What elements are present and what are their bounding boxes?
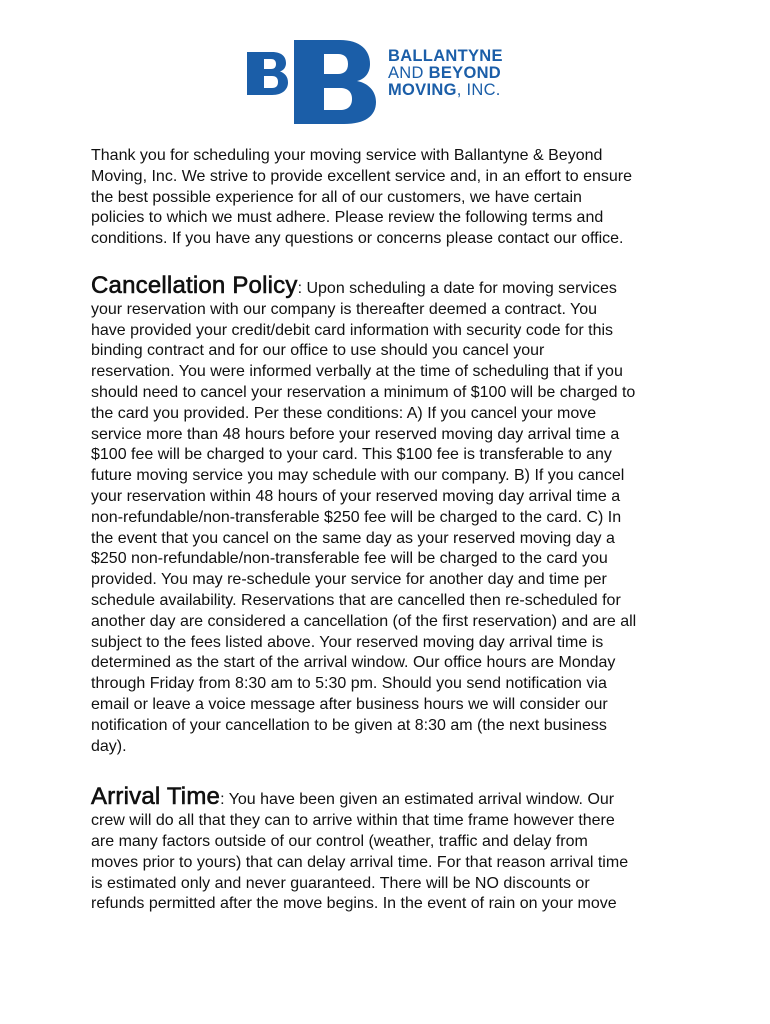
- logo-moving: MOVING: [388, 81, 457, 99]
- text-line: schedule availability. Reservations that are cancelled then re-scheduled for: [91, 591, 621, 609]
- text-line: determined as the start of the arrival window. Our office hours are Monday: [91, 654, 616, 672]
- text-line: $250 non-refundable/non-transferable fee will be charged to the card you: [91, 550, 608, 568]
- text-line: notification of your cancellation to be given at 8:30 am (the next business: [91, 716, 607, 734]
- arrival-first-line: : You have been given an estimated arrival window. Our: [220, 791, 615, 809]
- company-logo: [244, 38, 544, 124]
- text-line: your reservation with our company is thereafter deemed a contract. You: [91, 300, 598, 318]
- intro-paragraph: [91, 146, 691, 250]
- arrival-time-text: [91, 811, 691, 915]
- text-line: binding contract and for our office to use should you cancel your: [91, 342, 545, 360]
- text-line: your reservation within 48 hours of your reserved moving day arrival time a: [91, 487, 621, 505]
- cancellation-first-line: : Upon scheduling a date for moving services: [297, 279, 617, 297]
- cancellation-policy-heading: Cancellation Policy: [91, 271, 298, 299]
- text-line: have provided your credit/debit card information with security code for this: [91, 321, 614, 339]
- text-line: the card you provided. Per these conditions: A) If you cancel your move: [91, 404, 597, 422]
- text-line: future moving service you may schedule with our company. B) If you cancel: [91, 467, 625, 485]
- text-line: the event that you cancel on the same day as your reserved moving day a: [91, 529, 615, 547]
- bb-monogram-icon: [244, 38, 384, 124]
- logo-line-ballantyne: BALLANTYNE: [388, 47, 503, 65]
- text-line: provided. You may re-schedule your service for another day and time per: [91, 571, 607, 589]
- intro-line: Moving, Inc. We strive to provide excellent service and, in an effort to ensure: [91, 167, 633, 185]
- intro-line: the best possible experience for all of our customers, we have certain: [91, 188, 582, 206]
- text-line: email or leave a voice message after business hours we will consider our: [91, 695, 608, 713]
- text-line: moves prior to yours) that can delay arrival time. For that reason arrival time: [91, 853, 629, 871]
- text-line: non-refundable/non-transferable $250 fee will be charged to the card. C) In: [91, 508, 622, 526]
- text-line: another day are considered a cancellation (of the first reservation) and are all: [91, 612, 637, 630]
- document-body: [91, 146, 691, 945]
- text-line: is estimated only and never guaranteed. There will be NO discounts or: [91, 874, 590, 892]
- intro-line: conditions. If you have any questions or concerns please contact our office.: [91, 230, 624, 248]
- text-line: reservation. You were informed verbally at the time of scheduling that if you: [91, 363, 623, 381]
- text-line: $100 fee will be charged to your card. This $100 fee is transferable to any: [91, 446, 612, 464]
- text-line: through Friday from 8:30 am to 5:30 pm. Should you send notification via: [91, 675, 607, 693]
- text-line: day).: [91, 737, 127, 755]
- text-line: service more than 48 hours before your reserved moving day arrival time a: [91, 425, 620, 443]
- arrival-time-section: [91, 783, 691, 915]
- logo-inc: , INC.: [456, 81, 501, 99]
- text-line: refunds permitted after the move begins. In the event of rain on your move: [91, 895, 617, 913]
- logo-beyond: BEYOND: [428, 64, 502, 82]
- company-name: [388, 48, 503, 99]
- intro-line: Thank you for scheduling your moving service with Ballantyne & Beyond: [91, 147, 603, 164]
- text-line: crew will do all that they can to arrive within that time frame however there: [91, 812, 615, 830]
- logo-and: AND: [388, 64, 429, 82]
- arrival-time-heading: Arrival Time: [91, 783, 221, 811]
- text-line: subject to the fees listed above. Your reserved moving day arrival time is: [91, 633, 604, 651]
- cancellation-policy-section: [91, 271, 691, 757]
- intro-line: policies to which we must adhere. Please review the following terms and: [91, 209, 604, 227]
- text-line: should need to cancel your reservation a minimum of $100 will be charged to: [91, 383, 636, 401]
- cancellation-policy-text: [91, 300, 691, 758]
- text-line: are many factors outside of our control (weather, traffic and delay from: [91, 832, 588, 850]
